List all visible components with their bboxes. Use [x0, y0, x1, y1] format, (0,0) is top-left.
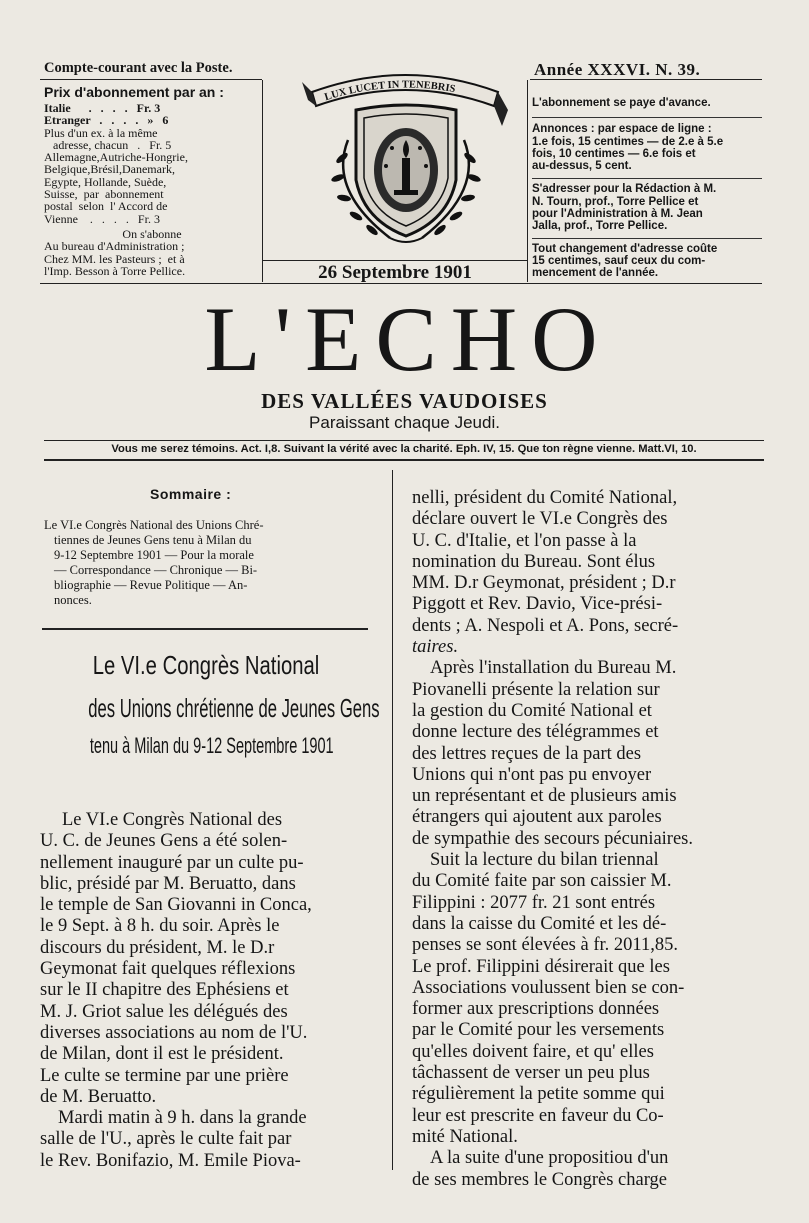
advance-payment-note: L'abonnement se paye d'avance.: [532, 97, 711, 109]
rate-line: Egypte, Hollande, Suède,: [44, 174, 167, 189]
ads-line: au-dessus, 5 cent.: [532, 160, 632, 173]
subscription-rates: [44, 102, 260, 277]
text-line: dents ; A. Nespoli et A. Pons, secré-: [412, 615, 679, 636]
emblem: [298, 70, 513, 250]
article-title-line1: Le VI.e Congrès National: [92, 650, 320, 680]
summary-line: nonces.: [54, 593, 92, 607]
text-line: nomination du Bureau. Sont élus: [412, 551, 656, 572]
text-line: Associations voulussent bien se con-: [412, 977, 685, 998]
text-line: de M. Beruatto.: [40, 1086, 157, 1107]
text-line: sur le II chapitre des Ephésiens et: [40, 980, 289, 1001]
text-line: Piovanelli présente la relation sur: [412, 679, 660, 700]
rate-line: Etranger . . . . » 6: [44, 113, 169, 128]
publication-frequency: Paraissant chaque Jeudi.: [309, 413, 500, 432]
article-title-line3: tenu à Milan du 9-12 Septembre 1901: [89, 733, 334, 758]
summary-line: bliographie — Revue Politique — An-: [54, 578, 248, 592]
rate-line: Plus d'un ex. à la même: [44, 125, 158, 140]
summary-line: — Correspondance — Chronique — Bi-: [54, 563, 258, 577]
text-line: diverses associations au nom de l'U.: [40, 1022, 308, 1043]
postal-account-label: Compte-courant avec la Poste.: [44, 60, 233, 76]
epigraph: Vous me serez témoins. Act. I,8. Suivant la vérité avec la charité. Eph. IV, 15. Que ton règne vienne. Matt.VI, 10.: [111, 443, 697, 455]
text-line: salle de l'U., après le culte fait par: [40, 1129, 292, 1150]
text-line: U. C. de Jeunes Gens a été solen-: [40, 831, 288, 852]
text-line: des lettres reçues de la part des: [412, 743, 642, 764]
waldensian-seal-icon: [298, 70, 513, 250]
address-line: S'adresser pour la Rédaction à M.: [532, 183, 717, 196]
address-line: N. Tourn, prof., Torre Pellice et: [532, 195, 699, 208]
text-line: Geymonat fait quelques réflexions: [40, 959, 296, 980]
text-line: Piggott et Rev. Davio, Vice-prési-: [412, 594, 663, 615]
address-line: Jalla, prof., Torre Pellice.: [532, 220, 668, 233]
text-line: penses se sont élevées à fr. 2011,85.: [412, 935, 678, 956]
rate-line: Italie . . . . Fr. 3: [44, 101, 161, 115]
ads-line: fois, 10 centimes — 6.e fois et: [532, 147, 696, 160]
summary-rule: [42, 628, 368, 630]
address-change-line: mencement de l'année.: [532, 267, 659, 280]
rate-line: On s'abonne: [122, 226, 182, 241]
rate-line: adresse, chacun . Fr. 5: [44, 137, 172, 152]
article-title-line2: des Unions chrétienne de Jeunes Gens: [88, 693, 380, 723]
summary-heading: Sommaire :: [150, 486, 232, 502]
text-line: blic, présidé par M. Beruatto, dans: [40, 873, 296, 894]
text-line: Après l'installation du Bureau M.: [430, 658, 677, 679]
text-line: tâchassent de verser un peu plus: [412, 1063, 650, 1084]
issue-number: Année XXXVI. N. 39.: [534, 60, 701, 79]
header-vrule-right: [527, 80, 528, 282]
text-line: régulièrement la petite somme qui: [412, 1084, 665, 1105]
date-rule-top: [263, 260, 527, 261]
address-line: pour l'Administration à M. Jean: [532, 208, 703, 221]
article-left-column: [40, 810, 364, 1172]
header-rule-left: [40, 79, 262, 80]
text-line: Suit la lecture du bilan triennal: [430, 850, 659, 871]
text-line: nelli, président du Comité National,: [412, 488, 678, 508]
ads-line: Annonces : par espace de ligne :: [532, 123, 712, 136]
rate-line: postal selon l' Accord de: [44, 199, 168, 214]
rate-line: Belgique,Brésil,Danemark,: [44, 162, 175, 177]
column-divider: [392, 470, 393, 1170]
summary-line: tiennes de Jeunes Gens tenu à Milan du: [54, 533, 252, 547]
summary-body: [44, 518, 374, 608]
text-line: donne lecture des télégrammes et: [412, 722, 659, 743]
subscription-heading: Prix d'abonnement par an :: [44, 84, 224, 100]
text-line: un représentant et de plusieurs amis: [412, 786, 677, 807]
text-line: M. J. Griot salue les délégués des: [40, 1001, 288, 1022]
text-line: Le prof. Filippini désirerait que les: [412, 956, 670, 977]
rate-line: Chez MM. les Pasteurs ; et à: [44, 251, 185, 266]
text-line: le Rev. Bonifazio, M. Emile Piova-: [40, 1150, 301, 1171]
masthead-title: L'ECHO: [204, 288, 612, 390]
text-line: former aux prescriptions données: [412, 999, 660, 1020]
address-change-line: Tout changement d'adresse coûte: [532, 242, 718, 255]
rate-line: Allemagne,Autriche-Hongrie,: [44, 150, 188, 165]
text-line: la gestion du Comité National et: [412, 700, 652, 721]
summary-line: 9-12 Septembre 1901 — Pour la morale: [54, 548, 254, 562]
text-line: Filippini : 2077 fr. 21 sont entrés: [412, 892, 656, 913]
rate-line: Suisse, par abonnement: [44, 187, 164, 202]
header-vrule-left: [262, 80, 263, 282]
text-line: le temple de San Giovanni in Conca,: [40, 895, 312, 916]
text-line: nellement inauguré par un culte pu-: [40, 852, 304, 873]
text-line: discours du président, M. le D.r: [40, 937, 275, 958]
right-info: [532, 97, 762, 280]
issue-date: 26 Septembre 1901: [318, 262, 472, 283]
text-line: mité National.: [412, 1126, 518, 1147]
text-line: taires.: [412, 637, 459, 658]
text-line: leur est prescrite en faveur du Co-: [412, 1105, 664, 1126]
text-line: par le Comité pour les versements: [412, 1020, 665, 1041]
text-line: étrangers qui ajoutent aux paroles: [412, 807, 662, 828]
text-line: U. C. d'Italie, et l'on passe à la: [412, 530, 637, 551]
text-line: Le VI.e Congrès National des: [62, 810, 283, 830]
text-line: dans la caisse du Comité et les dé-: [412, 913, 667, 934]
rate-line: Vienne . . . . Fr. 3: [44, 211, 160, 226]
ads-line: 1.e fois, 15 centimes — de 2.e à 5.e: [532, 135, 724, 148]
summary-line: Le VI.e Congrès National des Unions Chré-: [44, 518, 264, 532]
text-line: de Milan, dont il est le président.: [40, 1044, 284, 1065]
text-line: qu'elles doivent faire, et qu' elles: [412, 1041, 654, 1062]
address-change-line: 15 centimes, sauf ceux du com-: [532, 254, 706, 267]
text-line: de sympathie des secours pécuniaires.: [412, 828, 694, 849]
text-line: déclare ouvert le VI.e Congrès des: [412, 509, 668, 530]
emblem-motto: LUX LUCET IN TENEBRIS: [323, 79, 457, 104]
text-line: MM. D.r Geymonat, président ; D.r: [412, 573, 676, 594]
text-line: Unions qui n'ont pas pu envoyer: [412, 764, 652, 785]
text-line: Mardi matin à 9 h. dans la grande: [58, 1108, 307, 1129]
masthead-subtitle: DES VALLÉES VAUDOISES: [261, 389, 548, 413]
text-line: le 9 Sept. à 8 h. du soir. Après le: [40, 916, 280, 937]
article-right-column: [412, 488, 772, 1191]
text-line: A la suite d'une propositiou d'un: [430, 1148, 669, 1169]
epigraph-rule-top: [44, 440, 764, 441]
epigraph-rule-bottom: [44, 459, 764, 461]
text-line: du Comité faite par son caissier M.: [412, 871, 672, 892]
rate-line: l'Imp. Besson à Torre Pellice.: [44, 263, 186, 278]
text-line: de ses membres le Congrès charge: [412, 1169, 667, 1190]
rate-line: Au bureau d'Administration ;: [44, 239, 185, 254]
text-line: Le culte se termine par une prière: [40, 1065, 289, 1086]
